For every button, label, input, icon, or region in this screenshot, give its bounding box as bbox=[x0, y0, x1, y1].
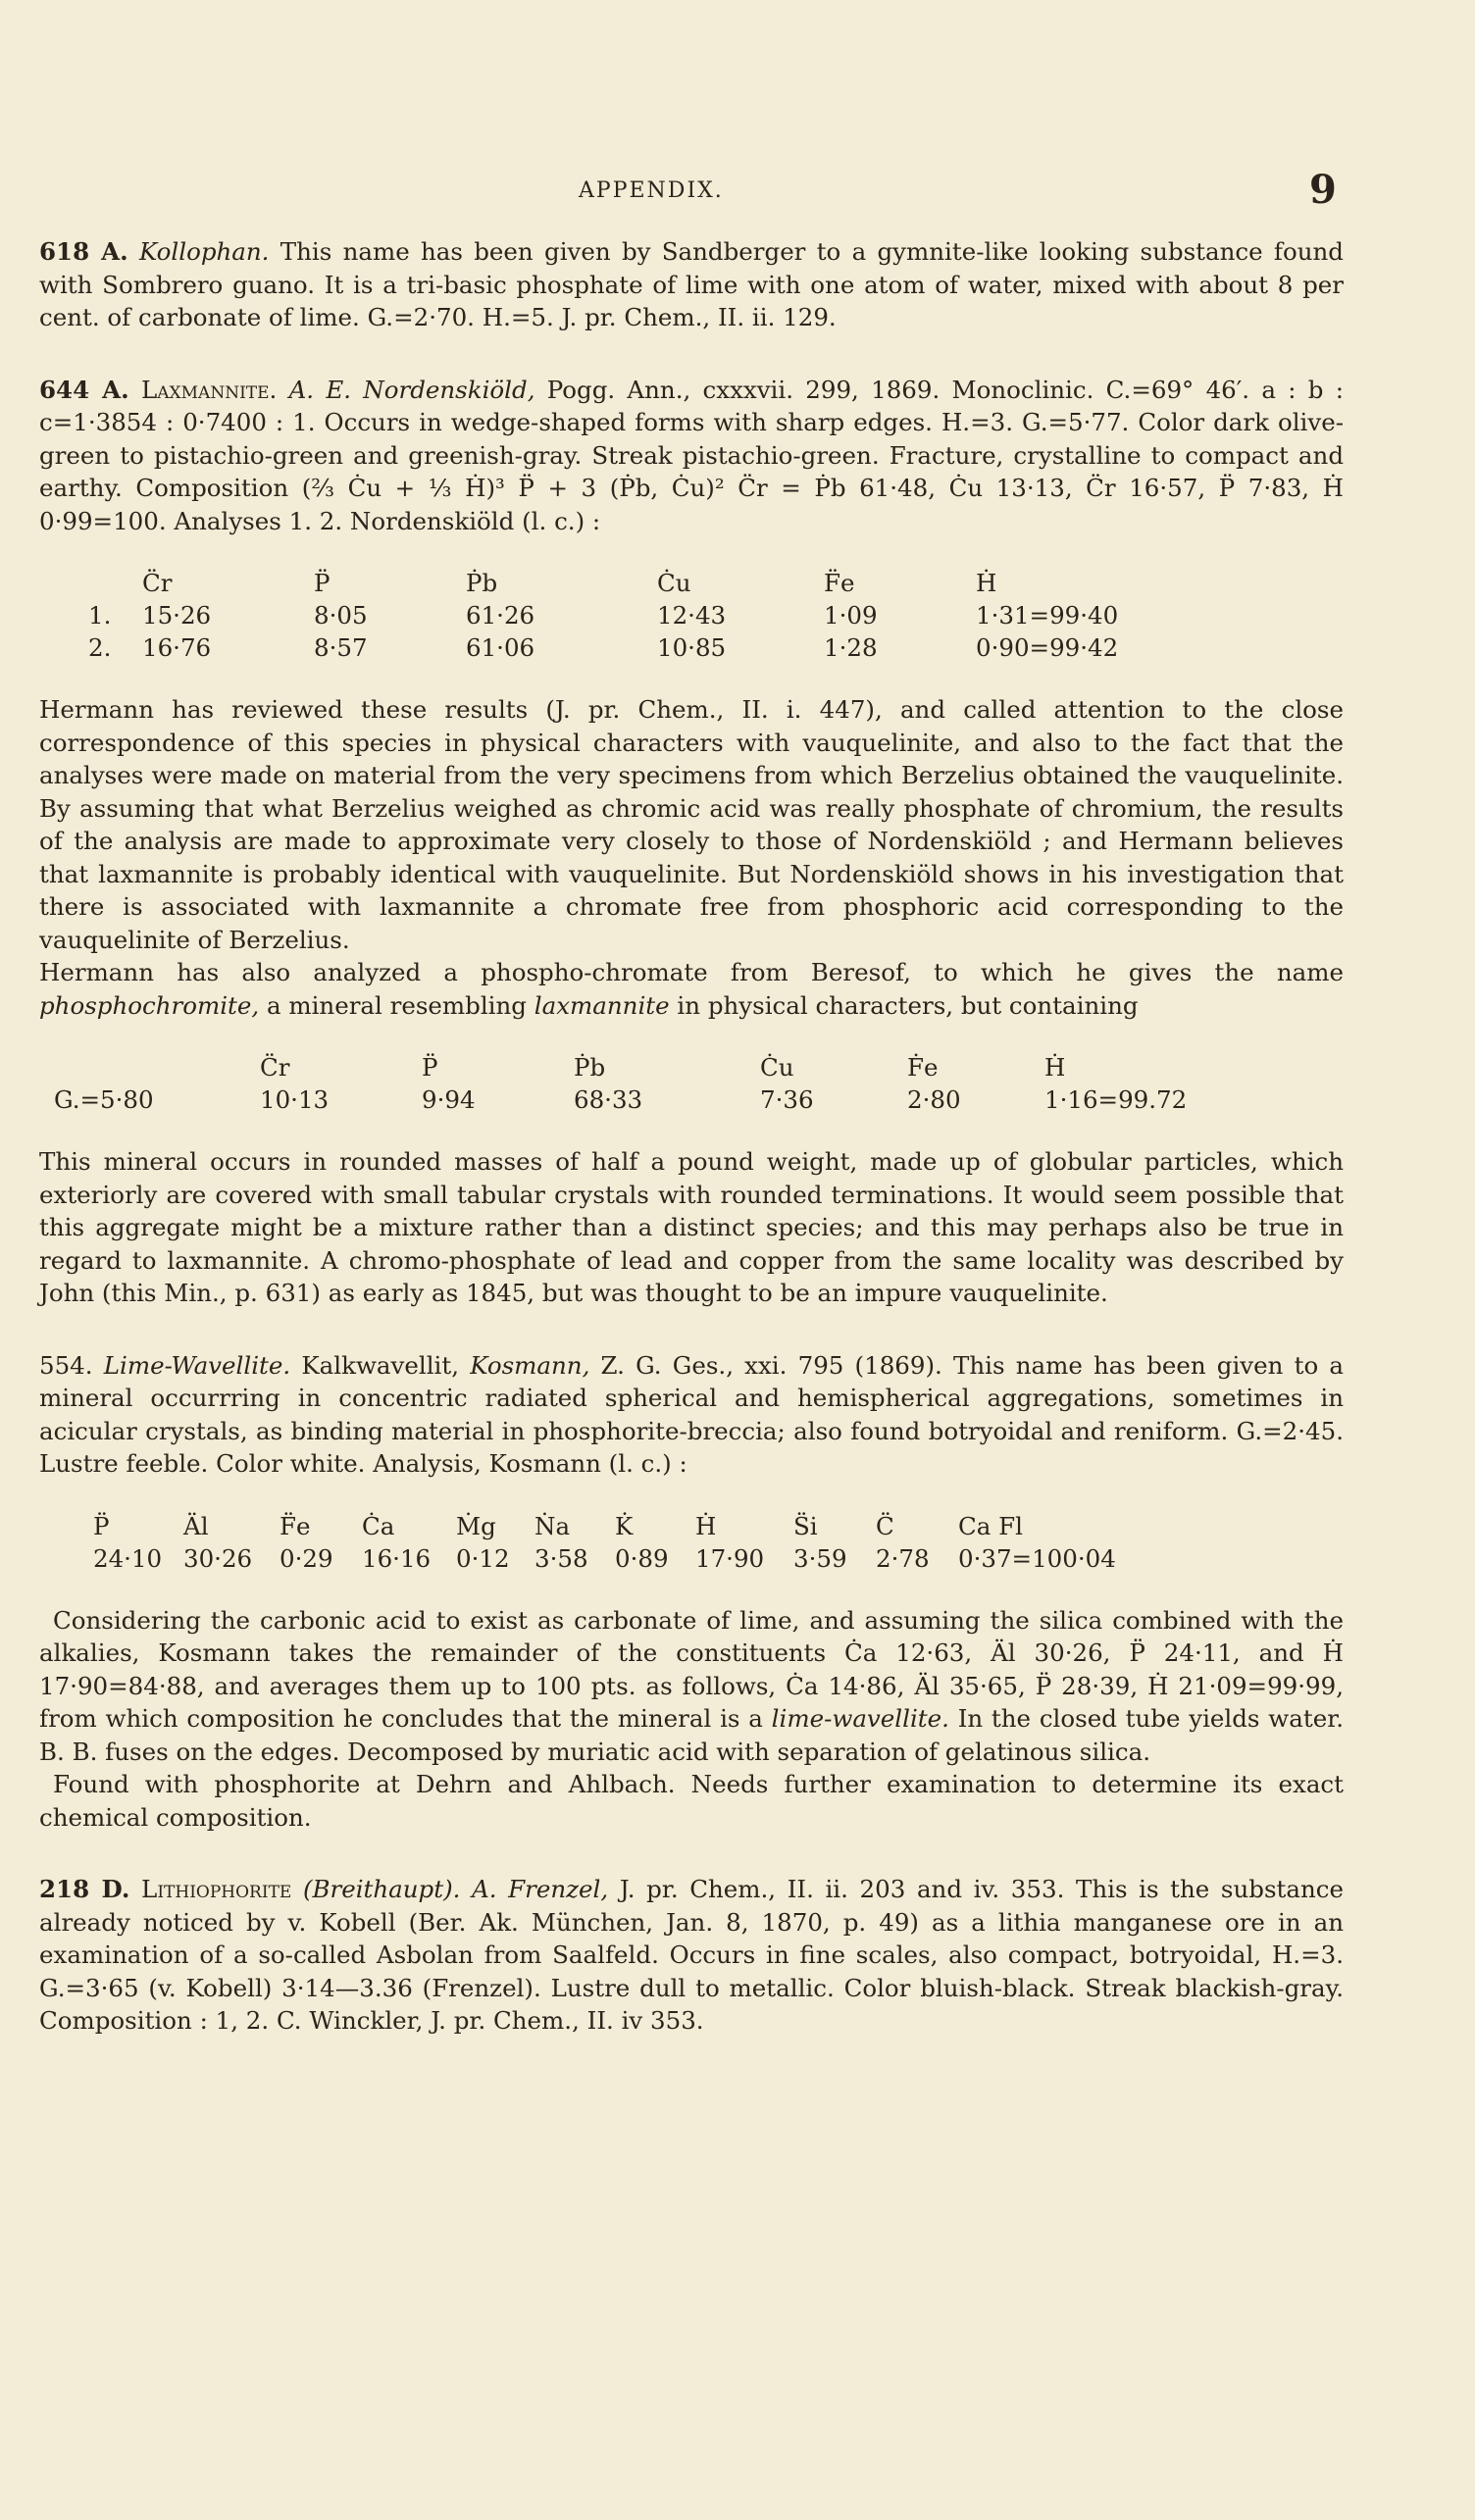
species-name: Laxmannite. bbox=[140, 375, 278, 404]
text-span: In the closed tube yields water. B. B. fuses on the edges. Decomposed by muriatic acid with separation of gelatinous silica. bbox=[39, 1704, 1345, 1766]
text-span: Considering the carbonic acid to exist as carbonate of lime, and assuming the silica combined with the alkalies, Kosmann takes the remainder of the constituents Ċa 12·63, Äl 30·26, P̈ 24·11, and Ḣ 17·90=84·88, and averages them up to 100 pts. as follows, Ċa 14·86, Äl 35·65, P̈ 28·39, Ḣ 21·09=99·99, from which composition he concludes that the mineral is a bbox=[39, 1605, 1344, 1733]
species-author: Kosmann, bbox=[470, 1350, 590, 1380]
entry-laxmannite bbox=[39, 374, 1344, 538]
species-name: phosphochromite, bbox=[39, 990, 260, 1020]
table-cell: 0·37=100·04 bbox=[958, 1543, 1116, 1573]
table-cell: 68·33 bbox=[574, 1085, 643, 1114]
entry-number: 618 A. bbox=[39, 237, 128, 266]
page-number: 9 bbox=[1309, 167, 1337, 213]
text-span: in physical characters, but containing bbox=[677, 990, 1139, 1020]
table-cell: 30·26 bbox=[183, 1543, 253, 1573]
table-cell: 61·26 bbox=[466, 601, 535, 630]
table-cell: 1·16=99.72 bbox=[1044, 1085, 1188, 1114]
table-cell: 12·43 bbox=[657, 601, 727, 630]
table-header: Ṗb bbox=[574, 1053, 606, 1082]
table-header: F̈e bbox=[280, 1511, 311, 1540]
table-cell: 15·26 bbox=[142, 601, 212, 630]
table-header: P̈ bbox=[314, 569, 331, 597]
table-header: Ṅa bbox=[534, 1511, 571, 1540]
table-header: P̈ bbox=[422, 1053, 438, 1082]
table-cell: 16·16 bbox=[362, 1543, 432, 1573]
entry-text: Z. G. Ges., xxi. 795 (1869). This name has been given to a mineral occurrring in concentric radiated spherical and hemispherical aggregations, sometimes in acicular crystals, as binding material in phosphorite-breccia; also found botryoidal and reniform. G.=2·45. Lustre feeble. Color white. Analysis, Kosmann (l. c.) : bbox=[39, 1350, 1344, 1478]
table-header: Ḟe bbox=[907, 1053, 939, 1082]
table-header: C̈ bbox=[876, 1511, 894, 1540]
table-cell: 2·80 bbox=[907, 1085, 961, 1114]
entry-kollophan bbox=[39, 235, 1344, 334]
table-cell: 2·78 bbox=[876, 1543, 930, 1573]
table-cell: 1·28 bbox=[824, 633, 878, 662]
text-span: Kalkwavellit, bbox=[301, 1350, 460, 1380]
entry-text: This name has been given by Sandberger to a gymnite-like looking substance found with Sombrero guano. It is a tri-basic phosphate of lime with one atom of water, mixed with about 8 per cent. of carbonate of lime. G.=2·70. H.=5. J. pr. Chem., II. ii. 129. bbox=[39, 237, 1344, 331]
table-cell: 0·90=99·42 bbox=[976, 633, 1119, 662]
laxmannite-analysis-table bbox=[88, 567, 1172, 664]
table-cell: 9·94 bbox=[422, 1085, 476, 1114]
table-header: Ṗb bbox=[466, 569, 498, 597]
table-header bbox=[54, 1051, 260, 1084]
table-cell: 3·59 bbox=[793, 1543, 847, 1573]
table-header-row bbox=[93, 1510, 1135, 1542]
phosphochromite-analysis-table bbox=[54, 1051, 1241, 1116]
species-author: (Breithaupt). bbox=[302, 1875, 461, 1903]
table-cell: 1·09 bbox=[824, 601, 878, 630]
table-header: Ḣ bbox=[1044, 1053, 1066, 1082]
table-cell: 16·76 bbox=[142, 633, 212, 662]
entry-lime-wavellite bbox=[39, 1349, 1344, 1481]
table-header: Ċu bbox=[760, 1053, 794, 1082]
table-header-row bbox=[88, 567, 1172, 599]
species-name: Kollophan. bbox=[139, 237, 270, 266]
table-row bbox=[93, 1542, 1135, 1575]
table-header-row bbox=[54, 1051, 1241, 1084]
table-header: Ḣ bbox=[695, 1511, 717, 1540]
text-span: a mineral resembling bbox=[266, 990, 527, 1020]
table-cell: 24·10 bbox=[93, 1543, 163, 1573]
table-cell: 17·90 bbox=[695, 1543, 765, 1573]
table-cell: 3·58 bbox=[534, 1543, 588, 1573]
paragraph-locality: Found with phosphorite at Dehrn and Ahlbach. Needs further examination to determine its exact chemical composition. bbox=[39, 1770, 1344, 1832]
wavellite-analysis-table bbox=[93, 1510, 1135, 1575]
entry-number: 644 A. bbox=[39, 375, 129, 404]
table-header: Ċu bbox=[657, 569, 691, 597]
table-cell: 10·13 bbox=[260, 1085, 330, 1114]
entry-number: 554. bbox=[39, 1350, 93, 1380]
species-author: A. E. Nordenskiöld, bbox=[288, 375, 535, 404]
table-cell: 1·31=99·40 bbox=[976, 601, 1119, 630]
table-header: K̇ bbox=[615, 1511, 634, 1540]
table-header: S̈i bbox=[793, 1511, 818, 1540]
table-cell: 0·29 bbox=[280, 1543, 333, 1573]
entry-number: 218 D. bbox=[39, 1875, 130, 1903]
table-cell: 10·85 bbox=[657, 633, 727, 662]
table-header: Ca Fl bbox=[958, 1511, 1023, 1540]
table-row bbox=[88, 599, 1172, 631]
table-cell: 1. bbox=[88, 601, 112, 630]
table-header bbox=[88, 567, 142, 599]
species-name: Lithiophorite bbox=[141, 1875, 292, 1903]
species-reference: laxmannite bbox=[534, 990, 670, 1020]
species-author: A. Frenzel, bbox=[472, 1875, 609, 1903]
entry-lithiophorite bbox=[39, 1873, 1344, 2038]
table-row bbox=[88, 631, 1172, 664]
table-header: Ḣ bbox=[976, 569, 997, 597]
table-cell: 2. bbox=[88, 633, 112, 662]
table-cell: 8·57 bbox=[314, 633, 368, 662]
species-name: lime-wavellite. bbox=[771, 1704, 949, 1733]
table-row bbox=[54, 1084, 1241, 1116]
entry-text: J. pr. Chem., II. ii. 203 and iv. 353. This is the substance already noticed by v. Kobell (Ber. Ak. München, Jan. 8, 1870, p. 49) as a lithia manganese ore in an examination of a so-called Asbolan from Saalfeld. Occurs in fine scales, also compact, botryoidal, H.=3. G.=3·65 (v. Kobell) 3·14—3.36 (Frenzel). Lustre dull to metallic. Color bluish-black. Streak blackish-gray. Composition : 1, 2. C. Winckler, J. pr. Chem., II. iv 353. bbox=[39, 1875, 1344, 2035]
entry-text: Pogg. Ann., cxxxvii. 299, 1869. Monoclinic. C.=69° 46′. a : b : c=1·3854 : 0·7400 : 1. Occurs in wedge-shaped forms with sharp edges. H.=3. G.=5·77. Color dark olive-green to pistachio-green and greenish-gray. Streak pistachio-green. Fracture, crystalline to compact and earthy. Composition (⅔ Ċu + ⅓ Ḣ)³ P̈ + 3 (Ṗb, Ċu)² C̈r = Ṗb 61·48, Ċu 13·13, C̈r 16·57, P̈ 7·83, Ḣ 0·99=100. Analyses 1. 2. Nordenskiöld (l. c.) : bbox=[39, 375, 1344, 535]
running-title: APPENDIX. bbox=[579, 178, 724, 203]
table-header: C̈r bbox=[142, 569, 173, 597]
paragraph-occurrence: This mineral occurs in rounded masses of half a pound weight, made up of globular particles, which exteriorly are covered with small tabular crystals with rounded terminations. It would seem possible that this aggregate might be a mixture rather than a distinct species; and this may perhaps also be true in regard to laxmannite. A chromo-phosphate of lead and copper from the same locality was described by John (this Min., p. 631) as early as 1845, but was thought to be an impure vauquelinite. bbox=[39, 1147, 1344, 1307]
table-cell: 0·89 bbox=[615, 1543, 669, 1573]
table-header: F̈e bbox=[824, 569, 855, 597]
table-header: Ṁg bbox=[456, 1511, 496, 1540]
paragraph-hermann-review: Hermann has reviewed these results (J. pr. Chem., II. i. 447), and called attention to the close correspondence of this species in physical characters with vauquelinite, and also to the fact that the analyses were made on material from the very specimens from which Berzelius obtained the vauquelinite. By assuming that what Berzelius weighed as chromic acid was really phosphate of chromium, the results of the analysis are made to approximate very closely to those of Nordenskiöld ; and Hermann believes that laxmannite is probably identical with vauquelinite. But Nordenskiöld shows in his investigation that there is associated with laxmannite a chromate free from phosphoric acid corresponding to the vauquelinite of Berzelius. bbox=[39, 695, 1344, 954]
table-cell: 61·06 bbox=[466, 633, 535, 662]
table-cell: 7·36 bbox=[760, 1085, 814, 1114]
page-body bbox=[39, 235, 1344, 2038]
paragraph-kosmann-calculation bbox=[39, 1604, 1344, 1769]
table-cell: G.=5·80 bbox=[54, 1085, 154, 1114]
table-cell: 0·12 bbox=[456, 1543, 510, 1573]
table-header: Ċa bbox=[362, 1511, 395, 1540]
table-header: Äl bbox=[183, 1511, 209, 1540]
text-span: Hermann has also analyzed a phospho-chromate from Beresof, to which he gives the name bbox=[39, 958, 1344, 986]
table-cell: 8·05 bbox=[314, 601, 368, 630]
table-header: C̈r bbox=[260, 1053, 290, 1082]
table-header: P̈ bbox=[93, 1511, 110, 1540]
species-name: Lime-Wavellite. bbox=[103, 1350, 291, 1380]
paragraph-phosphochromite bbox=[39, 956, 1344, 1022]
